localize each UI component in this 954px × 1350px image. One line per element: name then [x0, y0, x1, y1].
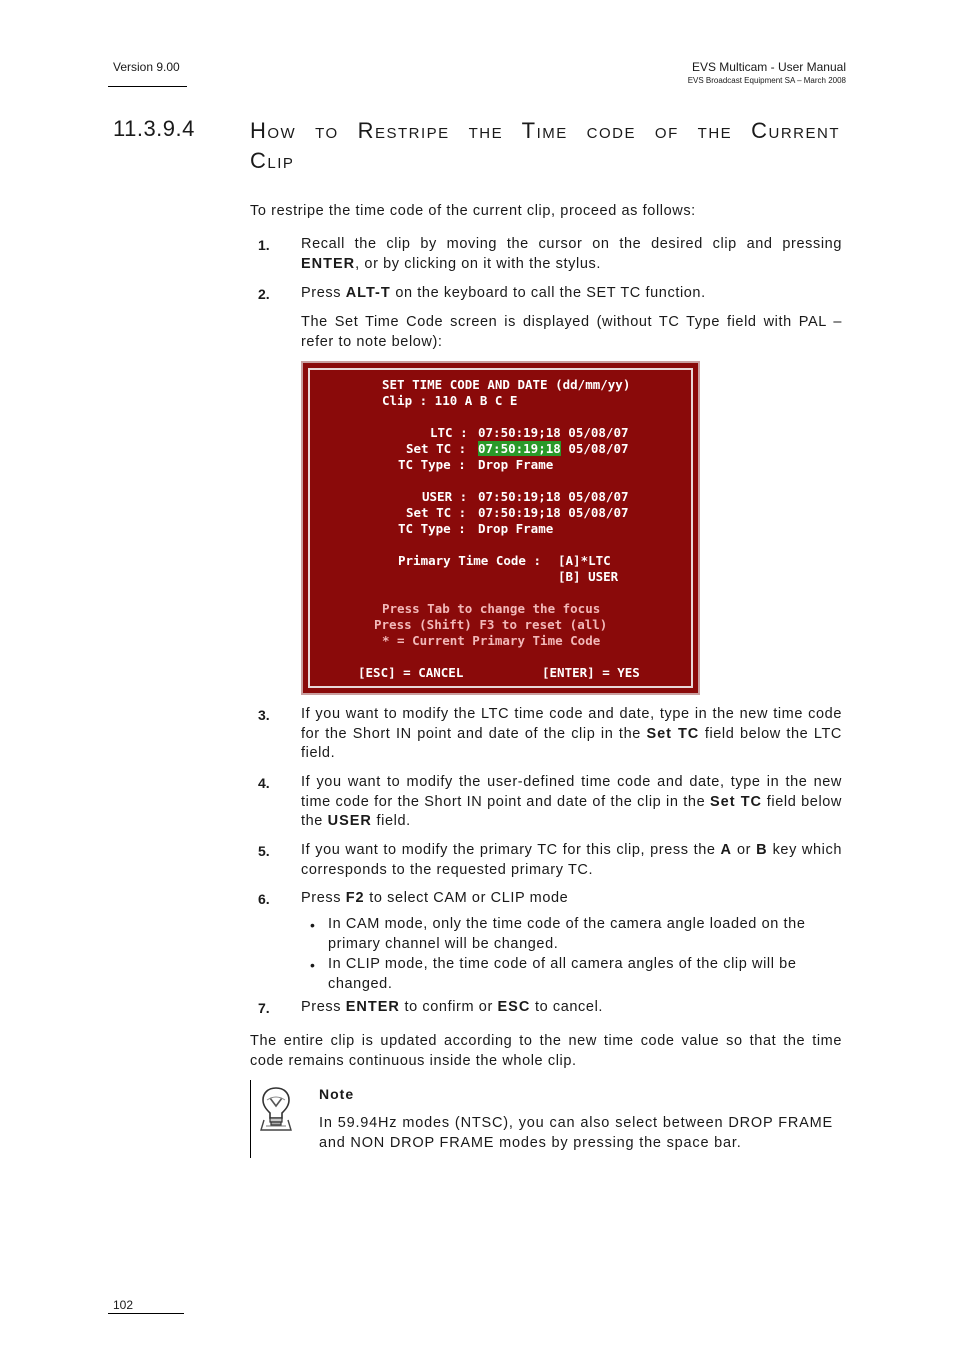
screen-user-value: 07:50:19;18 05/08/07 [478, 489, 629, 504]
screen-settc-ltc-tc[interactable]: 07:50:19;18 [478, 441, 561, 456]
step-number: 7. [258, 1000, 270, 1016]
step-text: If you want to modify the primary TC for this clip, press the A or B key which corresponds to the requested primary TC. [301, 842, 842, 878]
step-text: Press ALT-T on the keyboard to call the SET TC function. [301, 285, 706, 301]
step-number: 3. [258, 707, 270, 723]
screen-primary-a[interactable]: [A]*LTC [558, 553, 611, 568]
note-text: In 59.94Hz modes (NTSC), you can also select between DROP FRAME and NON DROP FRAME modes by pressing the space bar. [319, 1115, 833, 1151]
step-number: 1. [258, 237, 270, 253]
note-rule [250, 1080, 251, 1158]
section-title: How to Restripe the Time code of the Current Clip [250, 118, 840, 173]
header-rule [108, 86, 187, 87]
header-right [688, 60, 846, 85]
screen-primary-label: Primary Time Code : [398, 553, 541, 568]
header-manual-title: EVS Multicam - User Manual [691, 60, 846, 74]
screen-settc-ltc-value[interactable]: 07:50:19;18 05/08/07 [478, 441, 629, 456]
screen-user-label: USER : [422, 489, 468, 504]
set-time-code-screen [301, 361, 700, 695]
note-icon [258, 1086, 294, 1132]
step-text: If you want to modify the user-defined time code and date, type in the new time code for the Short IN point and date of the clip in the Set TC field below the USER field. [301, 774, 843, 829]
step-number: 2. [258, 286, 270, 302]
screen-tctype-label: TC Type : [398, 521, 466, 536]
page-number: 102 [113, 1298, 134, 1312]
screen-settc-label: Set TC : [406, 505, 467, 520]
note-title: Note [319, 1086, 355, 1102]
screen-help-reset: Press (Shift) F3 to reset (all) [374, 617, 608, 632]
screen-ltc-label: LTC : [430, 425, 468, 440]
screen-help-primary: * = Current Primary Time Code [382, 633, 601, 648]
bullet-text: In CLIP mode, the time code of all camera angles of the clip will be changed. [328, 956, 797, 992]
bullet-dot-icon: • [310, 917, 315, 933]
screen-ltc-value: 07:50:19;18 05/08/07 [478, 425, 629, 440]
header-company: EVS Broadcast Equipment SA – March 2008 [687, 76, 846, 85]
step-extra-text: The Set Time Code screen is displayed (without TC Type field with PAL – refer to note below): [301, 314, 842, 350]
step-text: Press ENTER to confirm or ESC to cancel. [301, 999, 604, 1015]
screen-tctype-label: TC Type : [398, 457, 466, 472]
section-number: 11.3.9.4 [113, 116, 195, 141]
screen-tctype-value: Drop Frame [478, 457, 554, 472]
step-text: Recall the clip by moving the cursor on the desired clip and pressing ENTER, or by clicking on it with the stylus. [301, 236, 842, 272]
screen-esc-cancel[interactable]: [ESC] = CANCEL [358, 665, 464, 680]
footer-rule [108, 1313, 184, 1314]
step-text: Press F2 to select CAM or CLIP mode [301, 890, 569, 906]
header-version: Version 9.00 [113, 60, 180, 74]
screen-clip: Clip : 110 A B C E [382, 393, 518, 408]
screen-tctype-value: Drop Frame [478, 521, 554, 536]
step-number: 6. [258, 891, 270, 907]
closing-paragraph: The entire clip is updated according to the new time code value so that the time code remains continuous inside the whole clip. [250, 1033, 842, 1069]
screen-settc-user-value[interactable]: 07:50:19;18 05/08/07 [478, 505, 629, 520]
bullet-dot-icon: • [310, 957, 315, 973]
screen-help-tab: Press Tab to change the focus [382, 601, 601, 616]
screen-title: SET TIME CODE AND DATE (dd/mm/yy) [382, 377, 631, 392]
intro-paragraph: To restripe the time code of the current clip, proceed as follows: [250, 203, 696, 219]
step-number: 5. [258, 843, 270, 859]
bullet-text: In CAM mode, only the time code of the camera angle loaded on the primary channel will be changed. [328, 916, 806, 952]
step-number: 4. [258, 775, 270, 791]
screen-primary-b[interactable]: [B] USER [558, 569, 619, 584]
screen-settc-label: Set TC : [406, 441, 467, 456]
step-text: If you want to modify the LTC time code and date, type in the new time code for the Short IN point and date of the clip in the Set TC field below the LTC field. [301, 706, 843, 761]
screen-enter-yes[interactable]: [ENTER] = YES [542, 665, 640, 680]
